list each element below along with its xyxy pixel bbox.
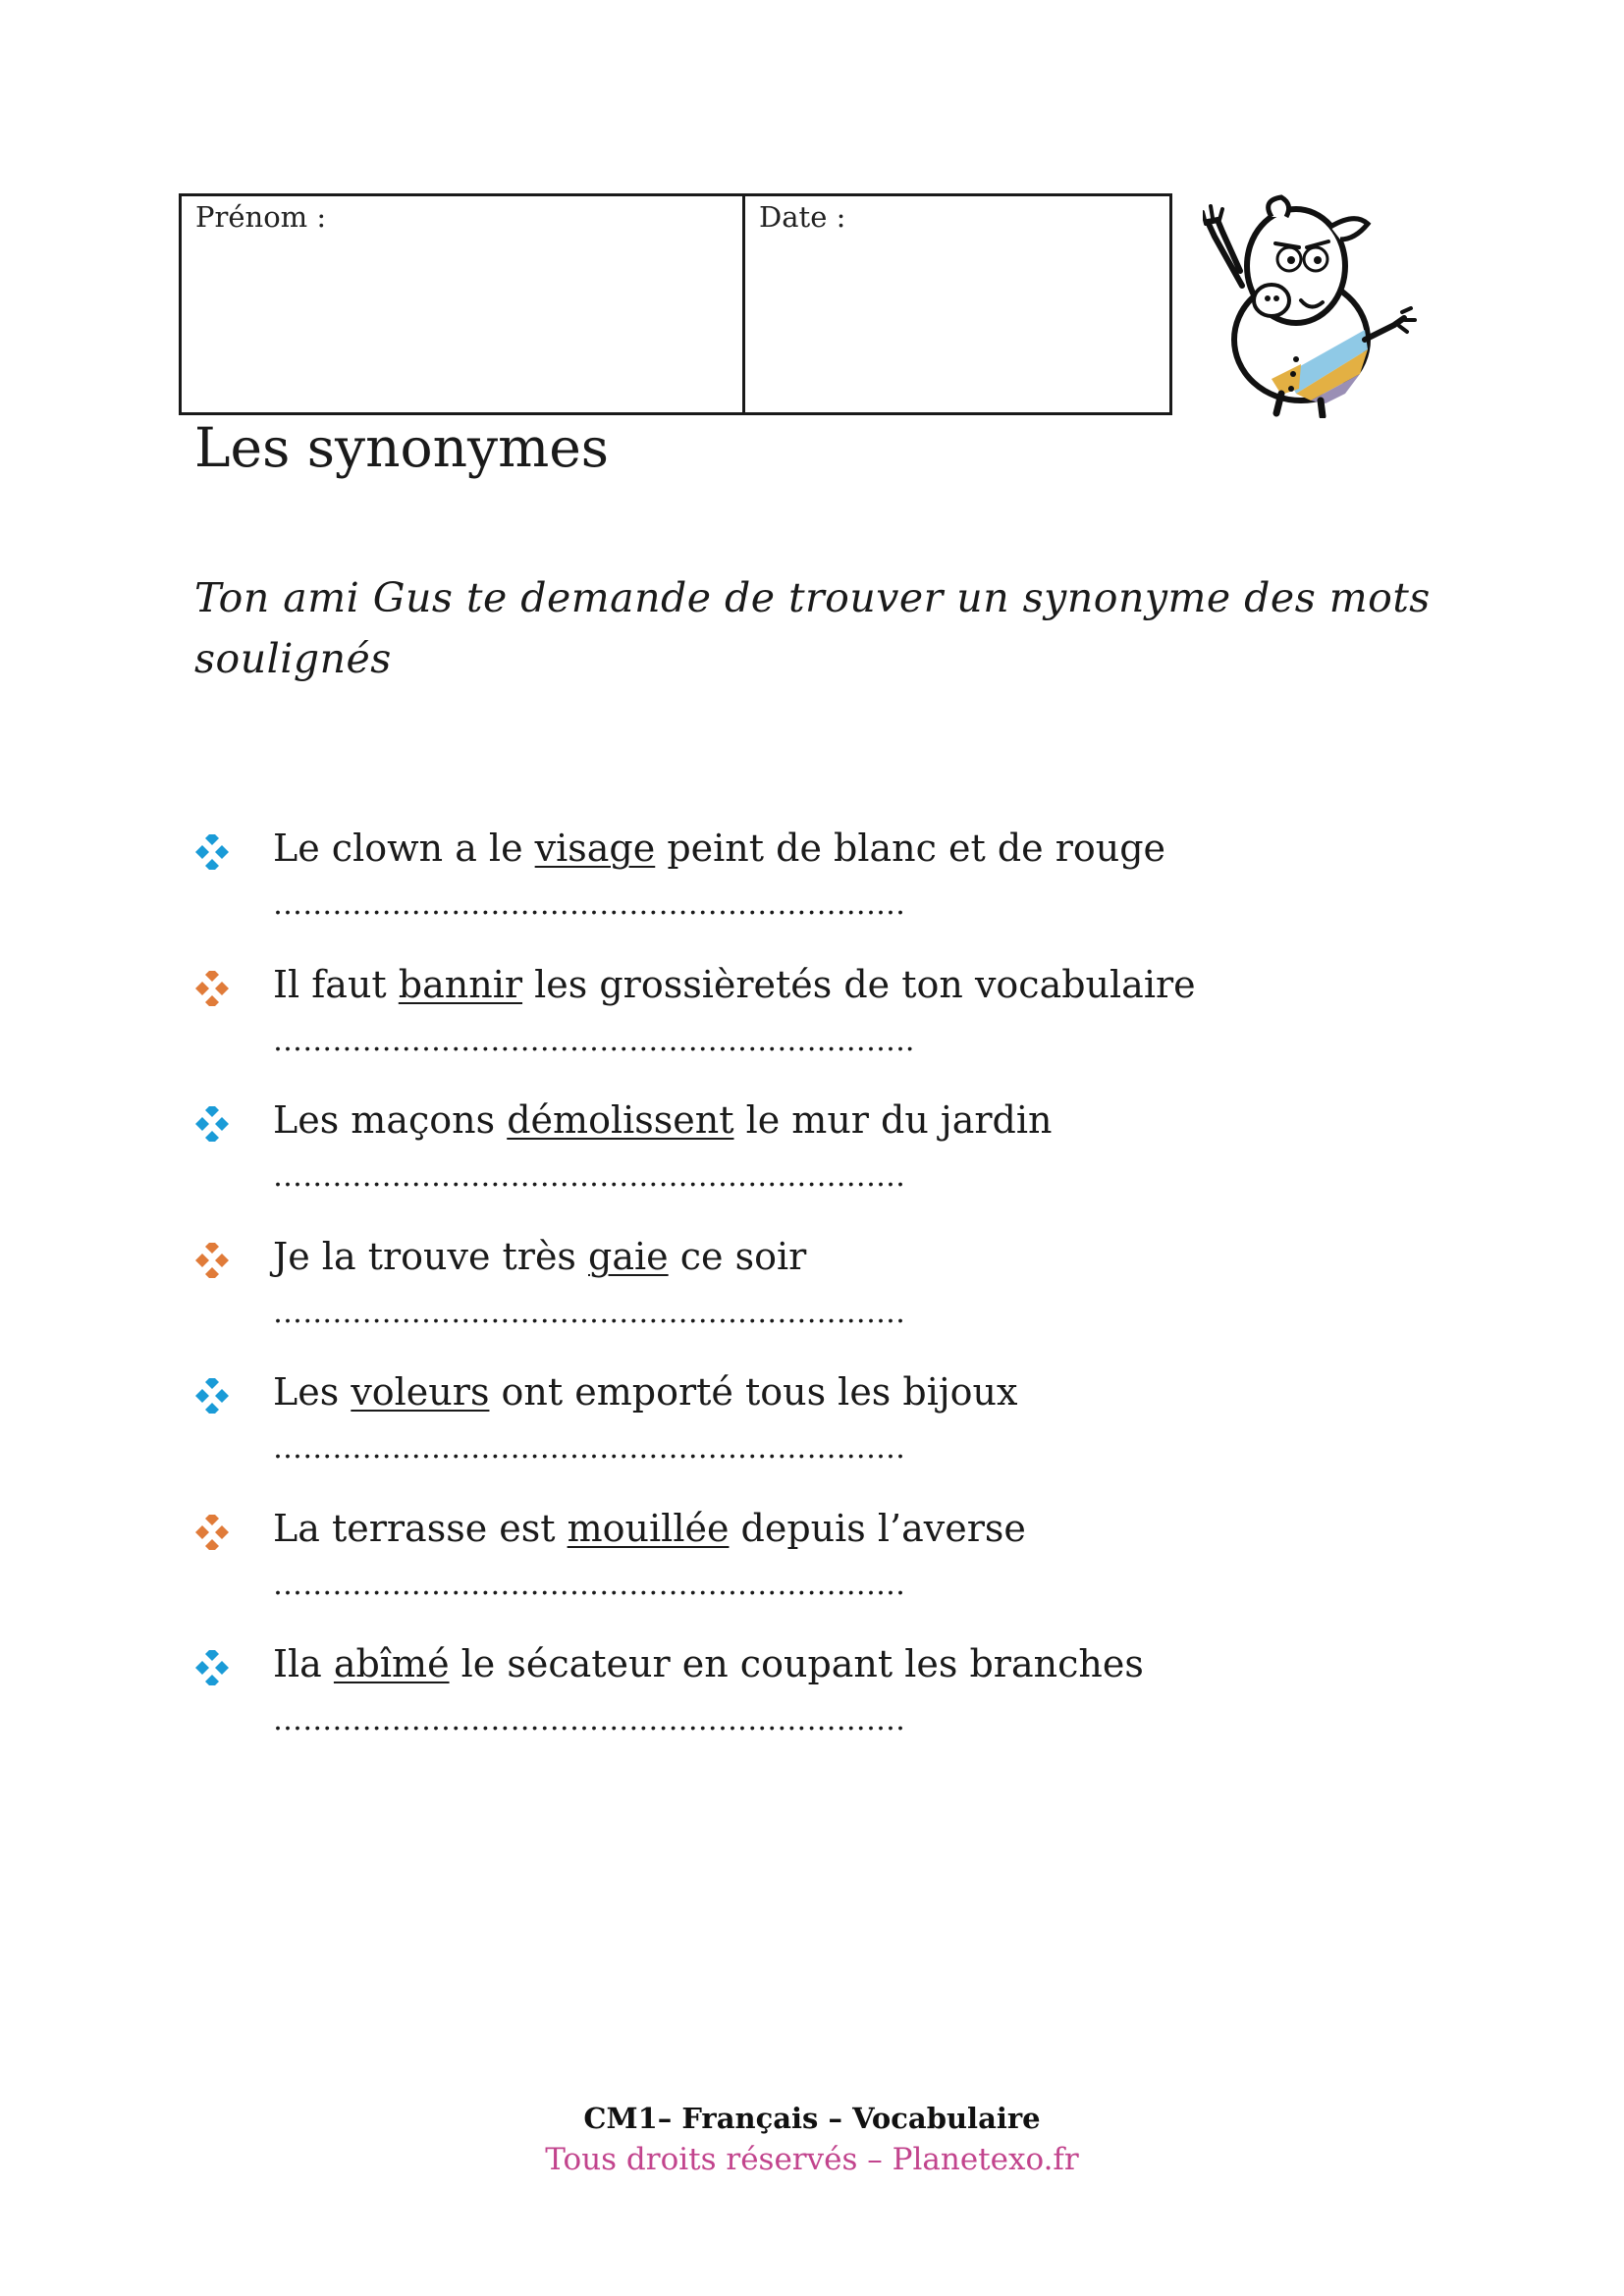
answer-line[interactable]: ……………………………………………………….. [273, 1023, 915, 1058]
underlined-word: mouillée [567, 1506, 730, 1550]
page-title: Les synonymes [194, 416, 610, 479]
sentence-text-before: Les [273, 1370, 352, 1414]
sheep-mascot-illustration [1203, 192, 1419, 418]
sentence-text-before: Il faut [273, 962, 399, 1006]
diamond-bullet-icon [194, 1106, 230, 1142]
exercise-sentence [273, 1098, 1052, 1142]
prenom-field[interactable] [182, 196, 745, 412]
date-field[interactable] [745, 196, 1169, 412]
exercise-sentence [273, 1642, 1144, 1685]
sentence-text-after: ont emporté tous les bijoux [489, 1370, 1018, 1414]
underlined-word: gaie [588, 1234, 669, 1278]
exercise-sentence [273, 827, 1165, 870]
diamond-bullet-icon [194, 1243, 230, 1278]
underlined-word: démolissent [507, 1098, 734, 1142]
header-table [179, 193, 1172, 415]
exercise-sentence [273, 963, 1196, 1006]
diamond-bullet-icon [194, 1378, 230, 1414]
sentence-text-after: le sécateur en coupant les branches [449, 1642, 1144, 1685]
diamond-bullet-icon [194, 834, 230, 870]
diamond-bullet-icon [194, 1650, 230, 1685]
sentence-text-after: depuis l’averse [729, 1506, 1026, 1550]
exercise-sentence [273, 1235, 806, 1278]
exercise-sentence [273, 1507, 1026, 1550]
sentence-text-after: ce soir [668, 1234, 807, 1278]
answer-line[interactable]: ………………………………………………………. [273, 1703, 905, 1737]
diamond-bullet-icon [194, 1515, 230, 1550]
underlined-word: bannir [398, 962, 523, 1006]
answer-line[interactable]: ………………………………………………………. [273, 887, 905, 922]
exercise-sentence [273, 1370, 1017, 1414]
date-label: Date : [759, 200, 846, 234]
footer-copyright: Tous droits réservés – Planetexo.fr [545, 2142, 1079, 2177]
prenom-label: Prénom : [195, 200, 327, 234]
answer-line[interactable]: ………………………………………………………. [273, 1431, 905, 1466]
underlined-word: voleurs [351, 1370, 490, 1414]
sentence-text-before: Les maçons [273, 1098, 508, 1142]
answer-line[interactable]: ………………………………………………………. [273, 1567, 905, 1602]
sentence-text-before: Ila [273, 1642, 334, 1685]
sentence-text-before: La terrasse est [273, 1506, 568, 1550]
page-footer [0, 2099, 1624, 2181]
sentence-text-before: Je la trouve très [273, 1234, 589, 1278]
sentence-text-before: Le clown a le [273, 827, 535, 870]
underlined-word: visage [534, 827, 656, 870]
footer-subject: CM1– Français – Vocabulaire [583, 2102, 1041, 2135]
answer-line[interactable]: ………………………………………………………. [273, 1159, 905, 1194]
underlined-word: abîmé [333, 1642, 450, 1685]
sentence-text-after: les grossièretés de ton vocabulaire [522, 962, 1196, 1006]
sentence-text-after: le mur du jardin [733, 1098, 1053, 1142]
exercise-instruction: Ton ami Gus te demande de trouver un synonyme des mots soulignés [194, 574, 1431, 682]
sentence-text-after: peint de blanc et de rouge [655, 827, 1166, 870]
answer-line[interactable]: ………………………………………………………. [273, 1295, 905, 1330]
diamond-bullet-icon [194, 971, 230, 1006]
